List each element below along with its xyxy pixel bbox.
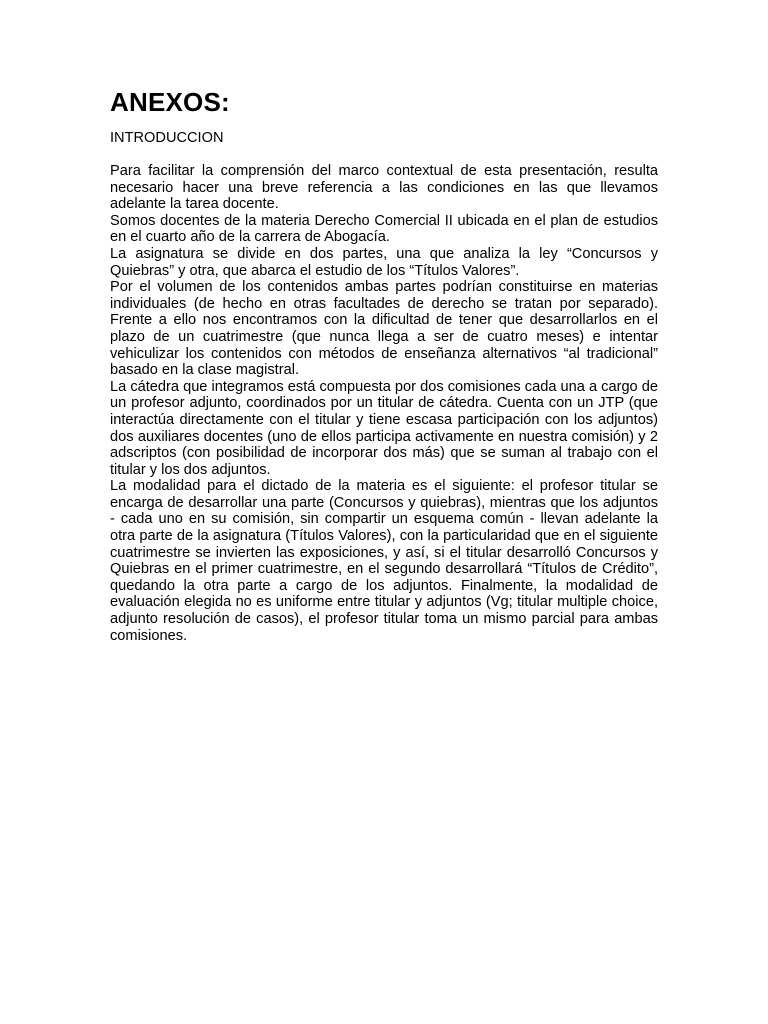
section-heading: INTRODUCCION [110, 130, 224, 146]
page-title: ANEXOS: [110, 87, 230, 117]
paragraph-4: Por el volumen de los contenidos ambas partes podrían constituirse en materias individuales (de hecho en otras facultades de derecho se tratan por separado). Frente a ello nos encontramos con la dificultad de tener que desarrollarlos en el plazo de un cuatrimestre (que nunca llega a ser de cuatro meses) e intentar vehiculizar los contenidos con métodos de enseñanza alternativos “al tradicional” basado en la clase magistral. [110, 279, 658, 379]
document-page [110, 86, 658, 644]
paragraph-1: Para facilitar la comprensión del marco contextual de esta presentación, resulta necesario hacer una breve referencia a las condiciones en las que llevamos adelante la tarea docente. [110, 163, 658, 213]
paragraph-5: La cátedra que integramos está compuesta por dos comisiones cada una a cargo de un profesor adjunto, coordinados por un titular de cátedra. Cuenta con un JTP (que interactúa directamente con el titular y tiene escasa participación con los adjuntos) dos auxiliares docentes (uno de ellos participa activamente en nuestra comisión) y 2 adscriptos (con posibilidad de incorporar dos más) que se suman al trabajo con el titular y los dos adjuntos. [110, 378, 658, 478]
paragraph-6: La modalidad para el dictado de la materia es el siguiente: el profesor titular se encarga de desarrollar una parte (Concursos y quiebras), mientras que los adjuntos - cada uno en su comisión, sin compartir un esquema común - llevan adelante la otra parte de la asignatura (Títulos Valores), con la particularidad que en el siguiente cuatrimestre se invierten las exposiciones, y así, si el titular desarrolló Concursos y Quiebras en el primer cuatrimestre, en el segundo desarrollará “Títulos de Crédito”, quedando la otra parte a cargo de los adjuntos. Finalmente, la modalidad de evaluación elegida no es uniforme entre titular y adjuntos (Vg; titular multiple choice, adjunto resolución de casos), el profesor titular toma un mismo parcial para ambas comisiones. [110, 478, 658, 644]
paragraph-3: La asignatura se divide en dos partes, una que analiza la ley “Concursos y Quiebras” y otra, que abarca el estudio de los “Títulos Valores”. [110, 245, 658, 279]
paragraph-2: Somos docentes de la materia Derecho Comercial II ubicada en el plan de estudios en el cuarto año de la carrera de Abogacía. [110, 212, 658, 246]
